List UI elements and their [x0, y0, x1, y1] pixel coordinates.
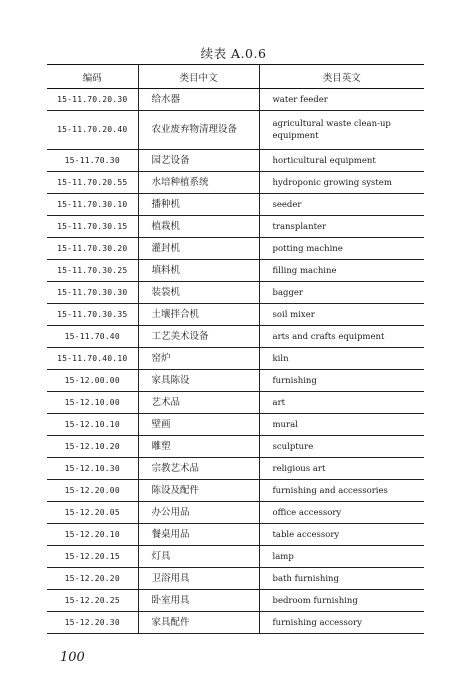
classification-table [47, 64, 424, 634]
row-english-name: furnishing accessory [259, 612, 424, 634]
row-code: 15-11.70.40 [47, 326, 138, 348]
row-english-name: furnishing [259, 370, 424, 392]
row-chinese-name: 工艺美术设备 [138, 326, 259, 348]
row-code: 15-11.70.30.35 [47, 304, 138, 326]
table-row [47, 172, 424, 194]
table-row [47, 436, 424, 458]
table-row [47, 326, 424, 348]
row-english-name: bagger [259, 282, 424, 304]
row-english-name: soil mixer [259, 304, 424, 326]
table-row [47, 89, 424, 111]
table-row [47, 216, 424, 238]
row-code: 15-12.20.10 [47, 524, 138, 546]
table-title: 续表 A.0.6 [200, 46, 267, 61]
row-chinese-name: 灌封机 [138, 238, 259, 260]
row-code: 15-12.10.20 [47, 436, 138, 458]
row-chinese-name: 壁画 [138, 414, 259, 436]
row-code: 15-11.70.20.55 [47, 172, 138, 194]
row-code: 15-12.20.20 [47, 568, 138, 590]
row-english-name: furnishing and accessories [259, 480, 424, 502]
row-code: 15-11.70.40.10 [47, 348, 138, 370]
header-english-name: 类目英文 [259, 65, 424, 89]
table-row [47, 238, 424, 260]
row-chinese-name: 艺术品 [138, 392, 259, 414]
table-row [47, 194, 424, 216]
row-code: 15-12.20.05 [47, 502, 138, 524]
row-english-name: bedroom furnishing [259, 590, 424, 612]
row-chinese-name: 家具陈设 [138, 370, 259, 392]
row-chinese-name: 雕塑 [138, 436, 259, 458]
table-row [47, 150, 424, 172]
row-code: 15-12.00.00 [47, 370, 138, 392]
row-chinese-name: 土壤拌合机 [138, 304, 259, 326]
row-code: 15-11.70.30.25 [47, 260, 138, 282]
page-number: 100 [60, 650, 85, 665]
row-english-name: hydroponic growing system [259, 172, 424, 194]
row-chinese-name: 卫浴用具 [138, 568, 259, 590]
row-english-name: table accessory [259, 524, 424, 546]
row-chinese-name: 家具配件 [138, 612, 259, 634]
row-english-name: art [259, 392, 424, 414]
row-english-name: seeder [259, 194, 424, 216]
row-chinese-name: 填料机 [138, 260, 259, 282]
row-code: 15-11.70.30 [47, 150, 138, 172]
table-row [47, 392, 424, 414]
row-chinese-name: 餐桌用品 [138, 524, 259, 546]
table-row [47, 568, 424, 590]
row-chinese-name: 卧室用具 [138, 590, 259, 612]
row-code: 15-12.20.25 [47, 590, 138, 612]
row-code: 15-12.10.30 [47, 458, 138, 480]
table-header-row [47, 65, 424, 89]
table-row [47, 612, 424, 634]
row-chinese-name: 水培种植系统 [138, 172, 259, 194]
row-code: 15-12.10.10 [47, 414, 138, 436]
table-row [47, 590, 424, 612]
table-row [47, 304, 424, 326]
table-row [47, 111, 424, 150]
row-chinese-name: 办公用品 [138, 502, 259, 524]
row-code: 15-11.70.30.30 [47, 282, 138, 304]
table-row [47, 502, 424, 524]
row-english-name: potting machine [259, 238, 424, 260]
table-row [47, 282, 424, 304]
row-chinese-name: 灯具 [138, 546, 259, 568]
row-code: 15-12.20.00 [47, 480, 138, 502]
row-code: 15-12.10.00 [47, 392, 138, 414]
row-english-name: agricultural waste clean-up equipment [259, 111, 424, 150]
row-code: 15-12.20.15 [47, 546, 138, 568]
table-row [47, 414, 424, 436]
table-row [47, 458, 424, 480]
row-english-name: bath furnishing [259, 568, 424, 590]
row-chinese-name: 给水器 [138, 89, 259, 111]
row-chinese-name: 窑炉 [138, 348, 259, 370]
header-code: 编码 [47, 65, 138, 89]
row-english-name: transplanter [259, 216, 424, 238]
row-english-name: kiln [259, 348, 424, 370]
row-english-name: sculpture [259, 436, 424, 458]
table-row [47, 524, 424, 546]
row-chinese-name: 播种机 [138, 194, 259, 216]
row-chinese-name: 植栽机 [138, 216, 259, 238]
row-english-name: religious art [259, 458, 424, 480]
table-row [47, 348, 424, 370]
row-english-name: mural [259, 414, 424, 436]
row-code: 15-11.70.30.15 [47, 216, 138, 238]
header-chinese-name: 类目中文 [138, 65, 259, 89]
table-row [47, 546, 424, 568]
row-code: 15-11.70.20.30 [47, 89, 138, 111]
row-english-name: water feeder [259, 89, 424, 111]
row-english-name: arts and crafts equipment [259, 326, 424, 348]
table-row [47, 260, 424, 282]
row-english-name: horticultural equipment [259, 150, 424, 172]
row-chinese-name: 装袋机 [138, 282, 259, 304]
row-code: 15-11.70.20.40 [47, 111, 138, 150]
table-row [47, 370, 424, 392]
row-chinese-name: 宗教艺术品 [138, 458, 259, 480]
table-row [47, 480, 424, 502]
row-code: 15-11.70.30.20 [47, 238, 138, 260]
row-code: 15-12.20.30 [47, 612, 138, 634]
row-chinese-name: 园艺设备 [138, 150, 259, 172]
row-code: 15-11.70.30.10 [47, 194, 138, 216]
row-english-name: office accessory [259, 502, 424, 524]
row-english-name: lamp [259, 546, 424, 568]
row-english-name: filling machine [259, 260, 424, 282]
row-chinese-name: 陈设及配件 [138, 480, 259, 502]
row-chinese-name: 农业废弃物清理设备 [138, 111, 259, 150]
